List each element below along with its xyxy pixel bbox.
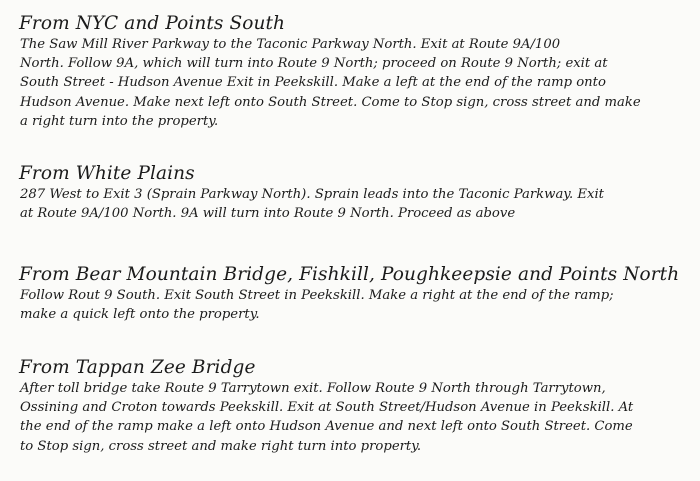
body-line: to Stop sign, cross street and make right turn into property. [20,438,422,454]
section-body [19,379,692,456]
section-heading: From Tappan Zee Bridge [19,357,256,378]
section-body [19,185,692,223]
body-line: Follow Rout 9 South. Exit South Street in Peekskill. Make a right at the end of the ramp; [20,288,614,303]
section-white-plains [19,163,692,223]
section-heading: From NYC and Points South [19,13,286,34]
body-line: South Street - Hudson Avenue Exit in Peekskill. Make a left at the end of the ramp onto [20,75,606,91]
section-body [19,35,692,131]
section-bear-mountain-bridge [19,264,692,324]
body-line: the end of the ramp make a left onto Hudson Avenue and next left onto South Street. Come [20,419,633,435]
section-body [19,286,692,324]
body-line: The Saw Mill River Parkway to the Taconic Parkway North. Exit at Route 9A/100 [20,37,561,52]
section-heading: From White Plains [19,163,195,184]
section-nyc-and-points-south [19,13,692,131]
section-tappan-zee-bridge [19,357,692,456]
body-line: North. Follow 9A, which will turn into Route 9 North; proceed on Route 9 North; exit at [20,56,608,72]
body-line: at Route 9A/100 North. 9A will turn into Route 9 North. Proceed as above [20,206,516,222]
body-line: a right turn into the property. [20,113,219,129]
body-line: 287 West to Exit 3 (Sprain Parkway North). Sprain leads into the Taconic Parkway. Exit [20,187,604,202]
body-line: make a quick left onto the property. [20,307,260,323]
body-line: Hudson Avenue. Make next left onto South Street. Come to Stop sign, cross street and make [20,94,641,110]
section-heading: From Bear Mountain Bridge, Fishkill, Poughkeepsie and Points North [19,264,680,285]
body-line: After toll bridge take Route 9 Tarrytown exit. Follow Route 9 North through Tarrytown, [20,381,606,396]
body-line: Ossining and Croton towards Peekskill. Exit at South Street/Hudson Avenue in Peekskill. At [20,400,634,416]
